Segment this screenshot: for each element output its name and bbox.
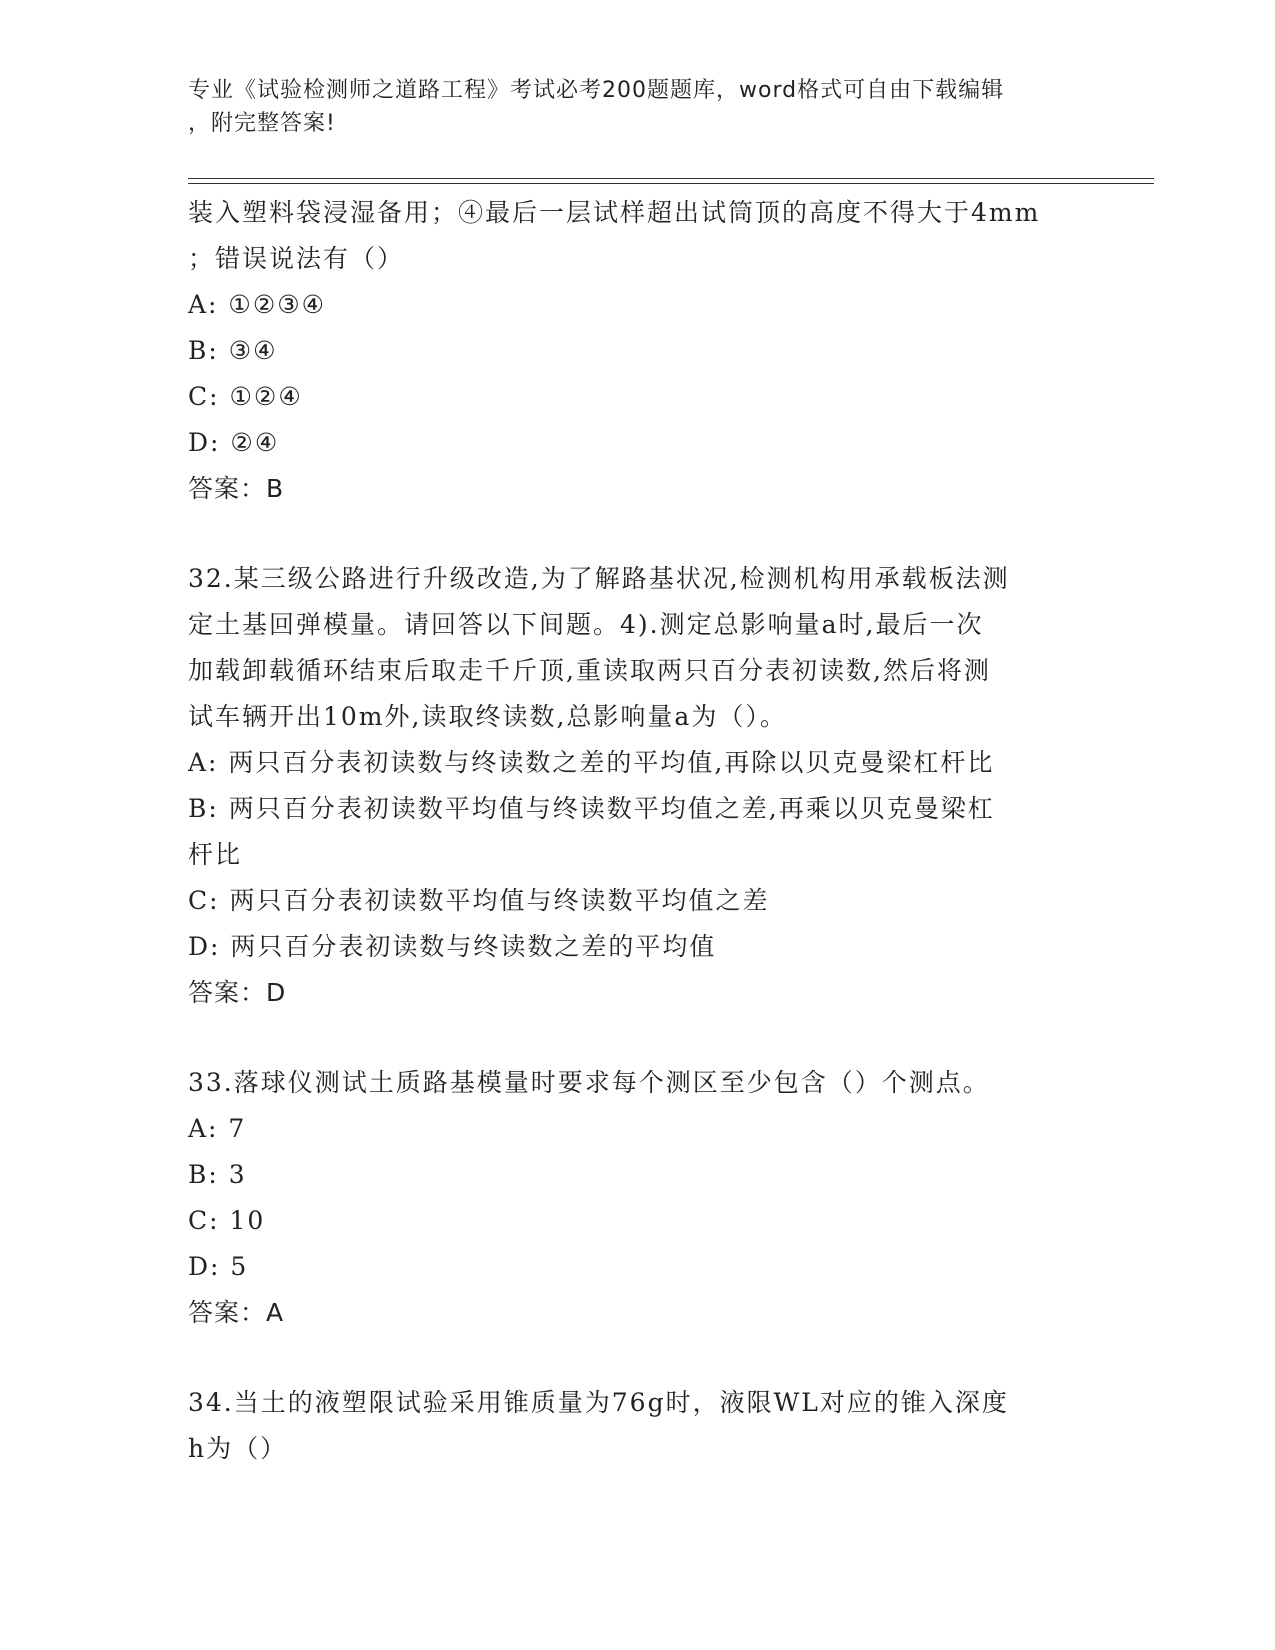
header-divider-bottom — [188, 183, 1154, 184]
question-spacer — [188, 1336, 1088, 1380]
option-a: A: 两只百分表初读数与终读数之差的平均值,再除以贝克曼梁杠杆比 — [188, 748, 995, 777]
option-d: D: 5 — [188, 1252, 249, 1281]
question-stem-line: 34.当土的液塑限试验采用锥质量为76g时，液限WL对应的锥入深度 — [188, 1388, 1009, 1417]
question-31 — [188, 190, 1088, 512]
option-b: B: ③④ — [188, 336, 278, 365]
option-d: D: 两只百分表初读数与终读数之差的平均值 — [188, 932, 717, 961]
question-32 — [188, 556, 1088, 1016]
option-b: B: 两只百分表初读数平均值与终读数平均值之差,再乘以贝克曼梁杠 — [188, 794, 995, 823]
question-stem-line: h为（） — [188, 1434, 288, 1463]
header-divider-top — [188, 178, 1154, 179]
question-spacer — [188, 1016, 1088, 1060]
question-stem-line: ；错误说法有（） — [188, 244, 405, 273]
question-stem-line: 试车辆开出10m外,读取终读数,总影响量a为（）。 — [188, 702, 787, 731]
option-a: A: 7 — [188, 1114, 247, 1143]
option-b-continued: 杆比 — [188, 840, 243, 869]
option-b: B: 3 — [188, 1160, 247, 1189]
option-c: C: 两只百分表初读数平均值与终读数平均值之差 — [188, 886, 770, 915]
question-34 — [188, 1380, 1088, 1472]
answer-line: 答案：B — [188, 474, 285, 503]
question-33 — [188, 1060, 1088, 1336]
option-d: D: ②④ — [188, 428, 280, 457]
question-stem-line: 32.某三级公路进行升级改造,为了解路基状况,检测机构用承载板法测 — [188, 564, 1010, 593]
header-title-line-1: 专业《试验检测师之道路工程》考试必考200题题库，word格式可自由下载编辑 — [188, 78, 1005, 103]
document-header — [188, 74, 1068, 140]
header-title-line-2: ，附完整答案! — [188, 111, 336, 136]
option-c: C: 10 — [188, 1206, 266, 1235]
question-stem-line: 定土基回弹模量。请回答以下间题。4).测定总影响量a时,最后一次 — [188, 610, 984, 639]
question-spacer — [188, 512, 1088, 556]
answer-line: 答案：A — [188, 1298, 285, 1327]
question-stem-line: 33.落球仪测试土质路基模量时要求每个测区至少包含（）个测点。 — [188, 1068, 990, 1097]
question-stem-line: 加载卸载循环结束后取走千斤顶,重读取两只百分表初读数,然后将测 — [188, 656, 991, 685]
question-stem-line: 装入塑料袋浸湿备用；④最后一层试样超出试筒顶的高度不得大于4mm — [188, 198, 1041, 227]
option-a: A: ①②③④ — [188, 290, 327, 319]
answer-line: 答案：D — [188, 978, 287, 1007]
document-body — [188, 190, 1088, 1472]
option-c: C: ①②④ — [188, 382, 303, 411]
